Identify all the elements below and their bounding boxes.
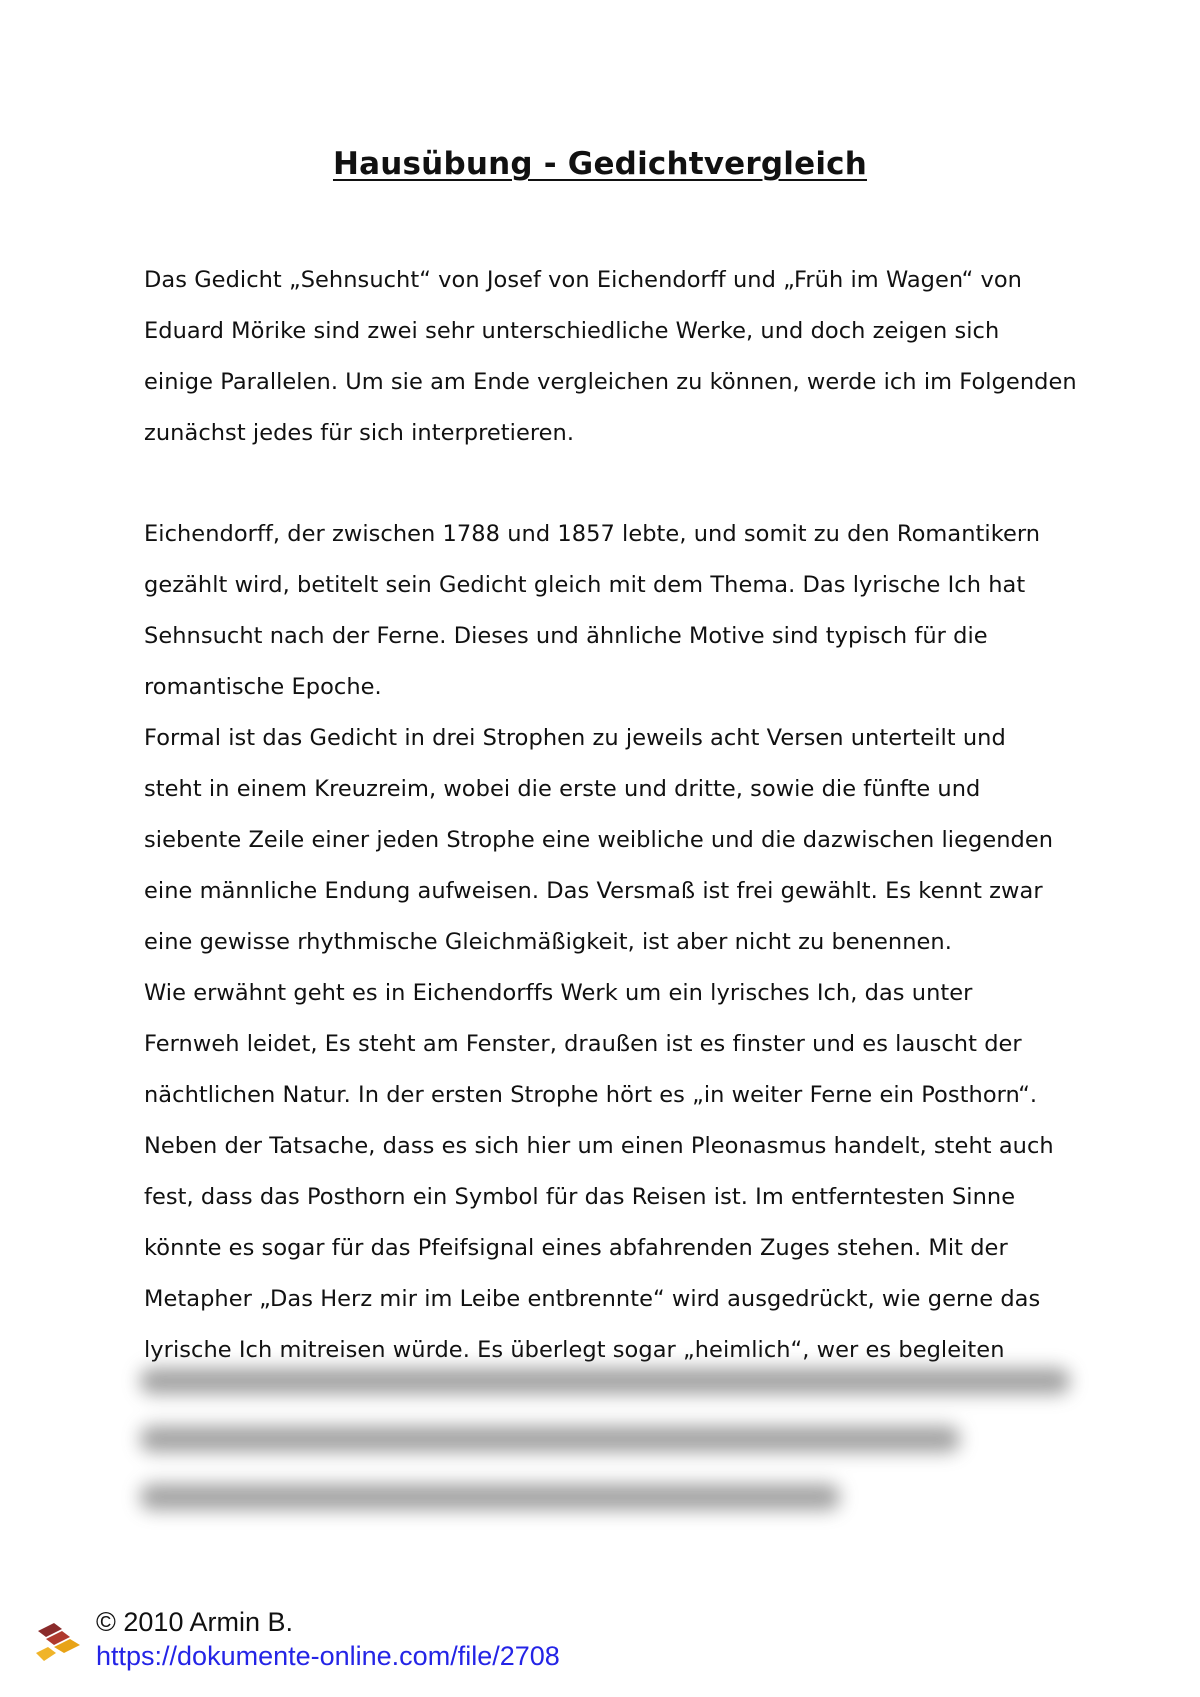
document-logo-icon xyxy=(34,1617,86,1669)
text-line: Metapher „Das Herz mir im Leibe entbrennte“ wird ausgedrückt, wie gerne das xyxy=(144,1286,1041,1312)
text-line: nächtlichen Natur. In der ersten Strophe hört es „in weiter Ferne ein Posthorn“. xyxy=(144,1082,1038,1108)
text-line: Neben der Tatsache, dass es sich hier um einen Pleonasmus handelt, steht auch xyxy=(144,1133,1054,1159)
source-link[interactable]: https://dokumente-online.com/file/2708 xyxy=(96,1641,560,1671)
text-line: Formal ist das Gedicht in drei Strophen zu jeweils acht Versen unterteilt und xyxy=(144,725,1006,751)
document-title: Hausübung - Gedichtvergleich xyxy=(332,146,867,182)
text-line: gezählt wird, betitelt sein Gedicht gleich mit dem Thema. Das lyrische Ich hat xyxy=(144,572,1026,598)
footer xyxy=(34,1607,834,1687)
text-line: könnte es sogar für das Pfeifsignal eines abfahrenden Zuges stehen. Mit der xyxy=(144,1235,1008,1261)
text-line: eine männliche Endung aufweisen. Das Versmaß ist frei gewählt. Es kennt zwar xyxy=(144,878,1043,904)
copyright-text: © 2010 Armin B. xyxy=(96,1607,293,1637)
text-line: Fernweh leidet, Es steht am Fenster, draußen ist es finster und es lauscht der xyxy=(144,1031,1022,1057)
blurred-line xyxy=(140,1484,840,1510)
blurred-line xyxy=(140,1368,1070,1394)
text-line: siebente Zeile einer jeden Strophe eine weibliche und die dazwischen liegenden xyxy=(144,827,1054,853)
text-line: fest, dass das Posthorn ein Symbol für das Reisen ist. Im entferntesten Sinne xyxy=(144,1184,1016,1210)
text-line: einige Parallelen. Um sie am Ende vergleichen zu können, werde ich im Folgenden xyxy=(144,369,1077,395)
text-line: Sehnsucht nach der Ferne. Dieses und ähnliche Motive sind typisch für die xyxy=(144,623,988,649)
text-line: eine gewisse rhythmische Gleichmäßigkeit, ist aber nicht zu benennen. xyxy=(144,929,952,955)
text-line: Eduard Mörike sind zwei sehr unterschiedliche Werke, und doch zeigen sich xyxy=(144,318,1000,344)
text-line: lyrische Ich mitreisen würde. Es überlegt sogar „heimlich“, wer es begleiten xyxy=(144,1337,1005,1363)
text-line: romantische Epoche. xyxy=(144,674,382,700)
text-line: Wie erwähnt geht es in Eichendorffs Werk um ein lyrisches Ich, das unter xyxy=(144,980,973,1006)
text-line: Das Gedicht „Sehnsucht“ von Josef von Eichendorff und „Früh im Wagen“ von xyxy=(144,267,1022,293)
text-line: zunächst jedes für sich interpretieren. xyxy=(144,420,575,446)
text-line: steht in einem Kreuzreim, wobei die erste und dritte, sowie die fünfte und xyxy=(144,776,981,802)
paragraph-interpretation xyxy=(144,509,1074,1376)
blurred-line xyxy=(140,1426,960,1452)
paragraph-intro xyxy=(144,255,1077,459)
blurred-preview-text xyxy=(140,1368,1070,1528)
text-line: Eichendorff, der zwischen 1788 und 1857 lebte, und somit zu den Romantikern xyxy=(144,521,1041,547)
